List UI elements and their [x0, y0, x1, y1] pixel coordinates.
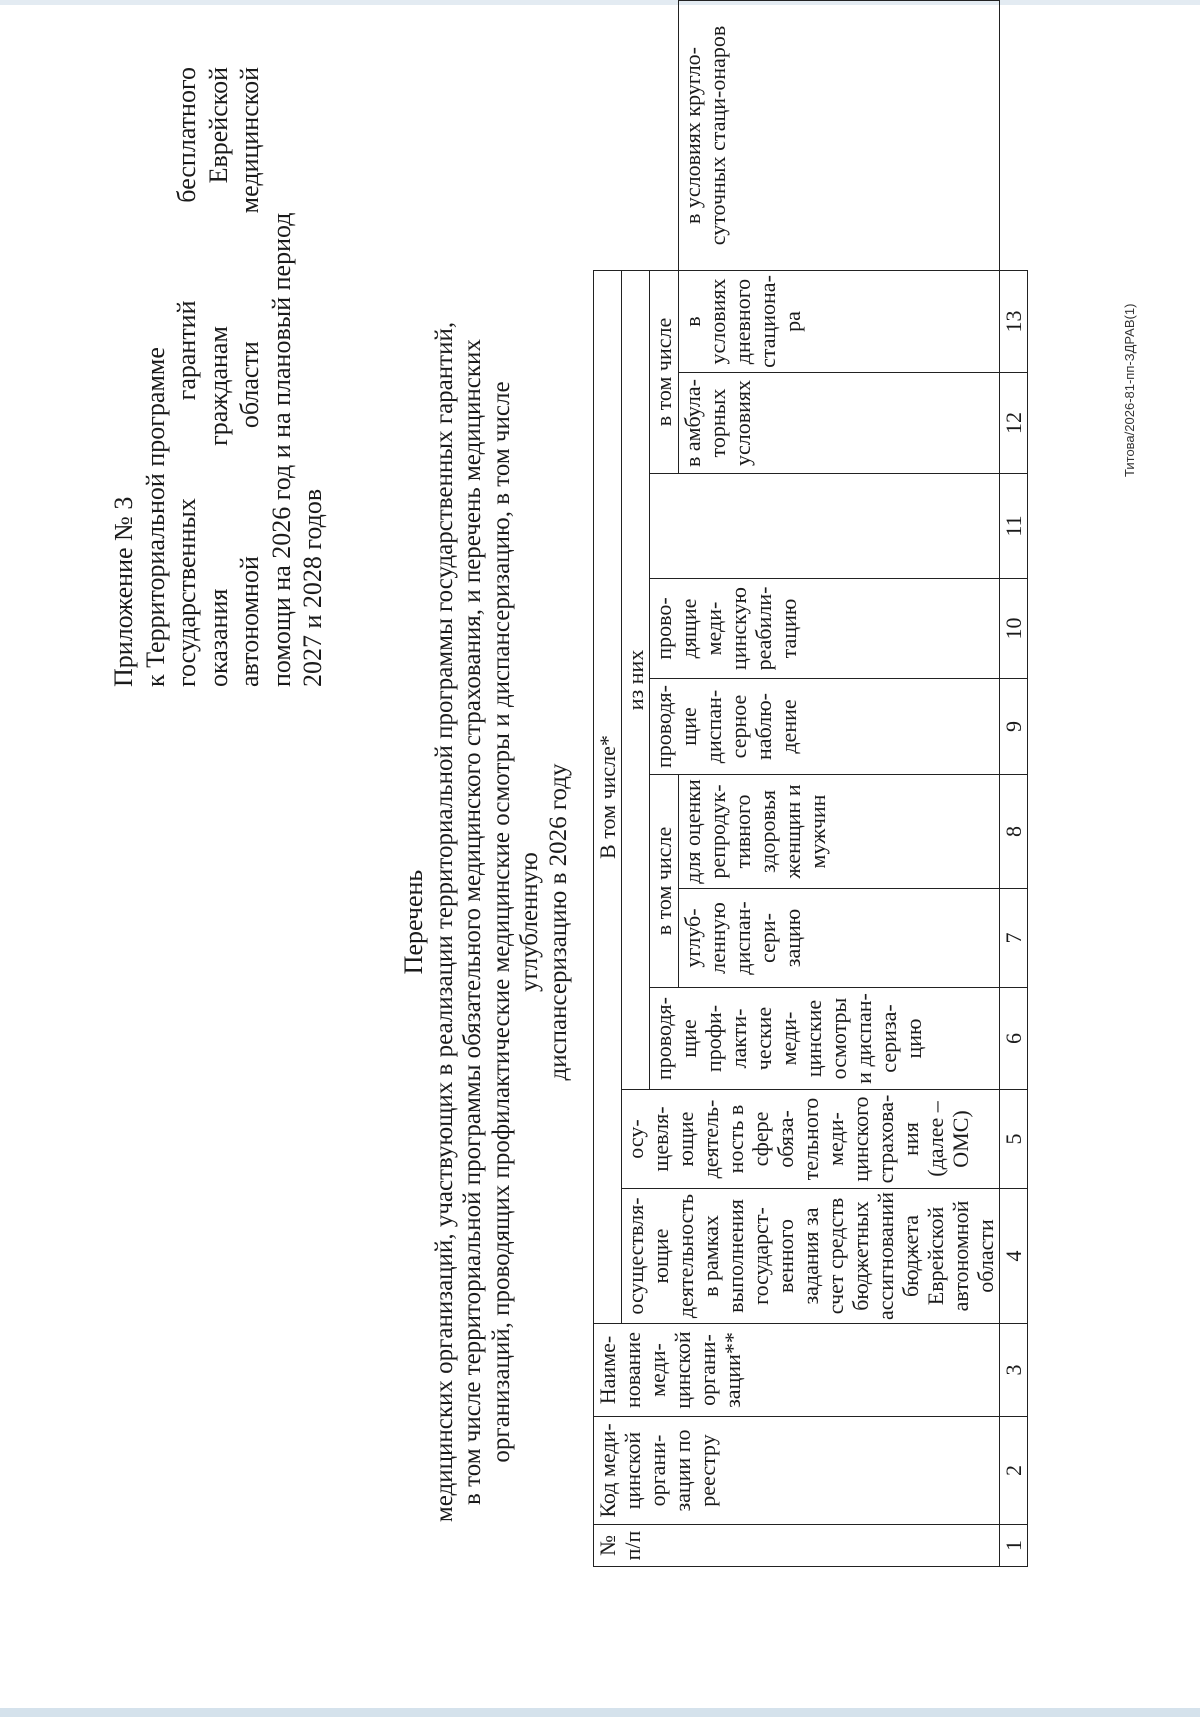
document-heading — [400, 312, 573, 1532]
header-cell-outpatient: в амбула-торных условиях — [679, 373, 1000, 474]
annex-line: помощи на 2026 год и на плановый период — [266, 212, 296, 687]
header-cell-rehab: прово-дящие меди-цинскую реабили-тацию — [650, 579, 1000, 679]
header-group-main: В том числе* — [594, 271, 622, 1324]
header-cell-oms: осу-щевля-ющие деятель-ность в сфере обяза-тельного меди-цинского страхова-ния (далее – ОМС) — [622, 1090, 1000, 1189]
annex-line-justified — [203, 67, 235, 687]
document-title: Перечень — [399, 869, 428, 975]
column-number-row — [1000, 1, 1028, 1567]
column-number: 9 — [1000, 679, 1028, 775]
column-number: 12 — [1000, 373, 1028, 474]
column-number: 2 — [1000, 1417, 1028, 1525]
column-number: 10 — [1000, 579, 1028, 679]
annex-header — [108, 67, 329, 687]
header-cell-state-task: осуществля-ющие деятельность в рамках выполнения государст-венного задания за счет средств бюджетных ассигнований бюджета Еврейской автономной области — [622, 1189, 1000, 1324]
annex-line: Приложение № 3 — [109, 496, 138, 687]
heading-line: медицинских организаций, участвующих в реализации территориальной программы государственных гарантий, — [430, 321, 458, 1523]
annex-word: государственных — [172, 498, 201, 687]
header-cell-blank — [650, 474, 1000, 579]
column-number: 5 — [1000, 1090, 1028, 1189]
column-number: 13 — [1000, 271, 1028, 373]
heading-line: организаций, проводящих профилактические медицинские осмотры и диспансеризацию, в том числе углубленную — [487, 381, 543, 1463]
column-number: 1 — [1000, 1525, 1028, 1567]
annex-word: автономной — [235, 556, 264, 687]
header-group-including-a: в том числе — [650, 775, 679, 988]
header-group-including-b: в том числе — [650, 271, 679, 474]
column-number: 3 — [1000, 1324, 1028, 1417]
header-cell-name: Наиме-нование меди-цинской органи-зации** — [594, 1324, 1000, 1417]
column-number: 8 — [1000, 775, 1028, 889]
header-cell-code: Код меди-цинской органи-зации по реестру — [594, 1417, 1000, 1525]
annex-word: гарантий — [172, 300, 201, 401]
header-cell-reproductive: для оценки репродук-тивного здоровья женщин и мужчин — [679, 775, 1000, 889]
heading-line: диспансеризацию в 2026 году — [544, 763, 572, 1081]
column-number: 4 — [1000, 1189, 1028, 1324]
column-number: 6 — [1000, 988, 1028, 1090]
annex-word: области — [235, 341, 264, 429]
header-cell-checkups: проводя-щие профи-лакти-ческие меди-цинские осмотры и диспан-сериза-цию — [650, 988, 1000, 1090]
document-reference: Титова/2026-81-пп-ЗДРАВ(1) — [1122, 303, 1137, 477]
annex-line-justified — [234, 67, 266, 687]
annex-line: к Территориальной программе — [140, 347, 170, 687]
header-cell-deep: углуб-ленную диспан-сери-зацию — [679, 889, 1000, 988]
header-cell-num: № п/п — [594, 1525, 1000, 1567]
header-cell-dispensary: проводя-щие диспан-серное наблю-дение — [650, 679, 1000, 775]
organizations-table — [593, 0, 1028, 1567]
column-number: 11 — [1000, 474, 1028, 579]
header-row — [594, 1, 622, 1567]
header-cell-round-clock: в условиях кругло-суточных стаци-онаров — [679, 1, 1000, 271]
column-number: 7 — [1000, 889, 1028, 988]
annex-word: оказания — [203, 588, 233, 687]
annex-word: медицинской — [235, 67, 264, 214]
heading-line: в том числе территориальной программы обязательного медицинского страхования, и перечень медицинских — [459, 339, 486, 1505]
annex-word: Еврейской — [203, 67, 233, 184]
header-cell-day-hospital: в условиях дневного стациона-ра — [679, 271, 1000, 373]
annex-line-justified — [171, 67, 203, 687]
header-group-of-them: из них — [622, 271, 650, 1090]
annex-word: гражданам — [203, 326, 233, 446]
annex-line: 2027 и 2028 годов — [298, 488, 327, 687]
annex-word: бесплатного — [172, 67, 201, 203]
